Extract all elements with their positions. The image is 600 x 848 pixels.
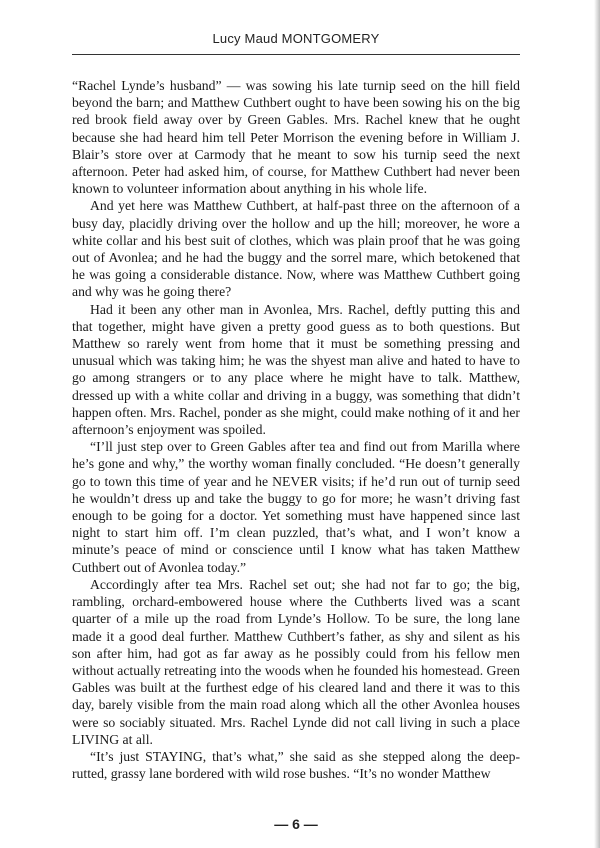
- paragraph-4: “I’ll just step over to Green Gables after tea and find out from Marilla where he’s gone and why,” the worthy woman finally concluded. “He doesn’t generally go to town this time of year and he NEVER visits; if he’d run out of turnip seed he wouldn’t dress up and take the buggy to go for more; he wasn’t driving fast enough to be going for a doctor. Yet something must have happened since last night to start him off. I’m clean puzzled, that’s what, and I won’t know a minute’s peace of mind or conscience until I know what has taken Matthew Cuthbert out of Avonlea today.”: [72, 439, 520, 575]
- paragraph-2: And yet here was Matthew Cuthbert, at half-past three on the afternoon of a busy day, placidly driving over the hollow and up the hill; moreover, he wore a white collar and his best suit of clothes, which was plain proof that he was going out of Avonlea; and he had the buggy and the sorrel mare, which betokened that he was going a considerable distance. Now, where was Matthew Cuthbert going and why was he going there?: [72, 198, 520, 300]
- paragraph-5: Accordingly after tea Mrs. Rachel set out; she had not far to go; the big, rambling, orchard-embowered house where the Cuthberts lived was a scant quarter of a mile up the road from Lynde’s Hollow. To be sure, the long lane made it a good deal further. Matthew Cuthbert’s father, as shy and silent as his son after him, had got as far away as he possibly could from his fellow men without actually retreating into the woods when he founded his homestead. Green Gables was built at the furthest edge of his cleared land and there it was to this day, barely visible from the main road along which all the other Avonlea houses were so sociably situated. Mrs. Rachel Lynde did not call living in such a place LIVING at all.: [72, 576, 520, 747]
- page-number: — 6 —: [274, 816, 318, 832]
- paragraph-6: “It’s just STAYING, that’s what,” she said as she stepped along the deep-rutted, grassy lane bordered with wild rose bushes. “It’s no wonder Matthew: [72, 748, 520, 782]
- page-edge-shadow: [594, 0, 600, 848]
- paragraph-3: Had it been any other man in Avonlea, Mrs. Rachel, deftly putting this and that together, might have given a pretty good guess as to both questions. But Matthew so rarely went from home that it must be something pressing and unusual which was taking him; he was the shyest man alive and hated to have to go among strangers or to any place where he might have to talk. Matthew, dressed up with a white collar and driving in a buggy, was something that didn’t happen often. Mrs. Rachel, ponder as she might, could make nothing of it and her afternoon’s enjoyment was spoiled.: [72, 301, 520, 438]
- running-header-author: Lucy Maud MONTGOMERY: [212, 31, 380, 46]
- header-divider: [72, 54, 520, 55]
- body-text: [72, 77, 520, 782]
- paragraph-1: “Rachel Lynde’s husband” — was sowing his late turnip seed on the hill field beyond the barn; and Matthew Cuthbert ought to have been sowing his on the big red brook field away over by Green Gables. Mrs. Rachel knew that he ought because she had heard him tell Peter Morrison the evening before in William J. Blair’s store over at Carmody that he meant to sow his turnip seed the next afternoon. Peter had asked him, of course, for Matthew Cuthbert had never been known to volunteer information about anything in his whole life.: [72, 78, 520, 197]
